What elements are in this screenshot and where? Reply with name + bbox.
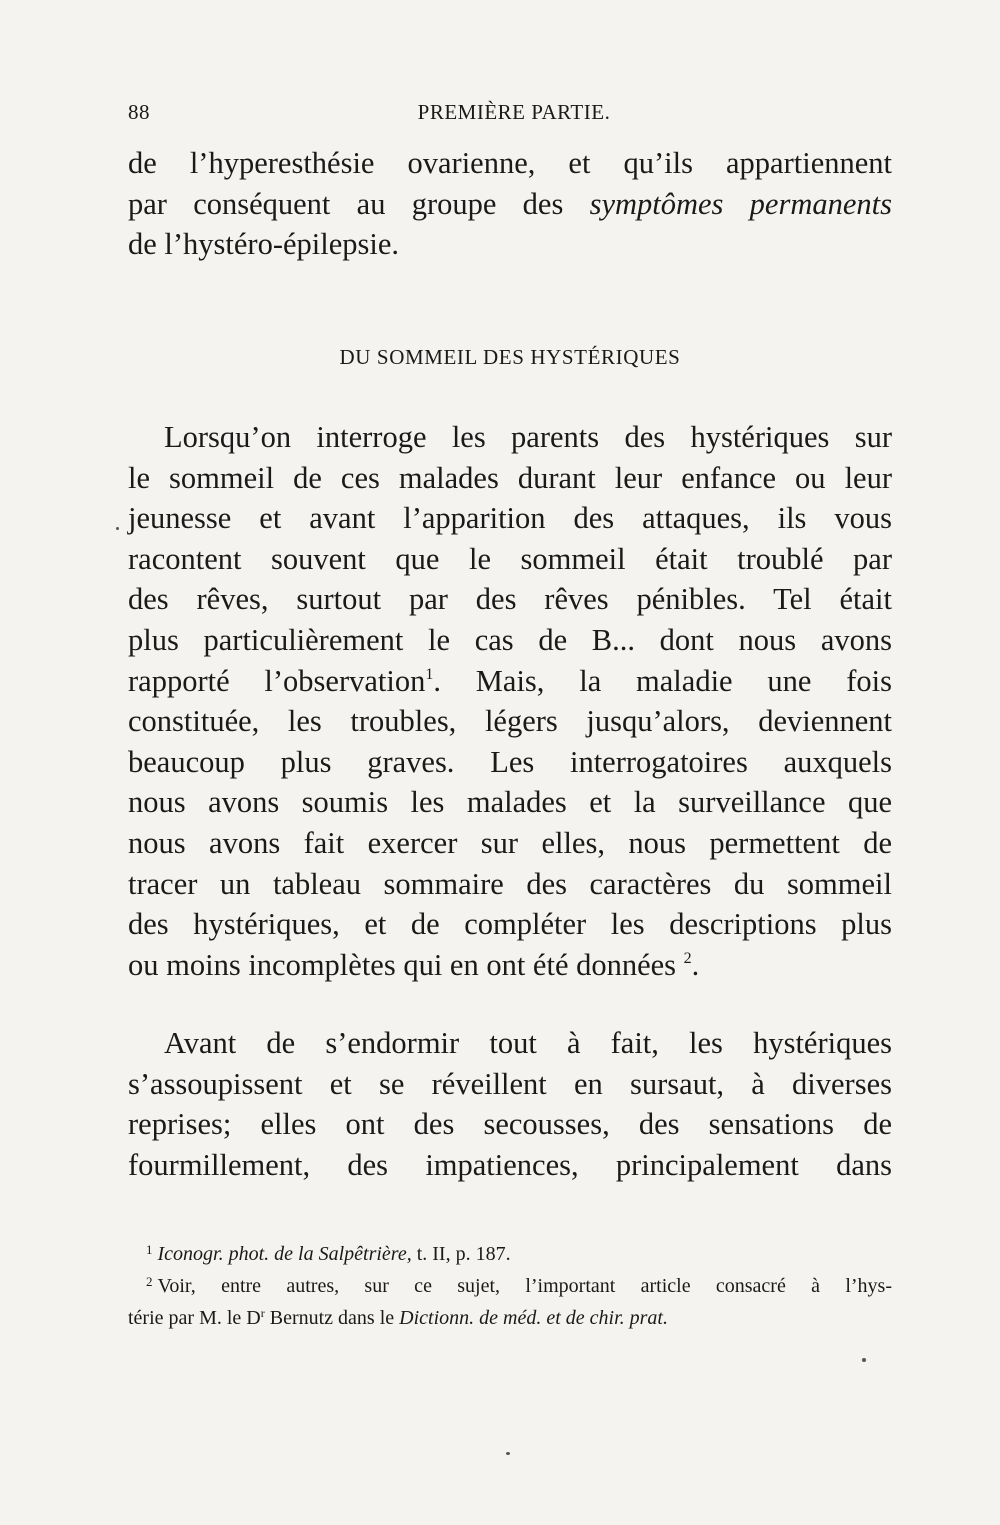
text-line: beaucoup plus graves. Les interrogatoires auxquels (128, 744, 892, 779)
footnote-line (128, 1300, 892, 1332)
footnote-reference[interactable]: 1 (425, 665, 434, 683)
paragraph (128, 1023, 892, 1185)
text-line (128, 184, 892, 225)
footnote-1 (128, 1236, 892, 1268)
footnote-line (128, 1236, 892, 1268)
running-head (128, 100, 890, 130)
footnote-citation: Dictionn. de méd. et de chir. prat. (399, 1307, 668, 1329)
text-fragment: par conséquent au groupe des (128, 186, 590, 221)
text-line (128, 661, 892, 702)
footnote-text: térie par M. le D (128, 1307, 261, 1329)
text-line: tracer un tableau sommaire des caractères du sommeil (128, 866, 892, 901)
continuation-paragraph (128, 143, 892, 265)
footnote-text: t. II, p. 187. (411, 1243, 511, 1265)
running-title: PREMIÈRE PARTIE. (417, 100, 611, 124)
footnote-text: Voir, entre autres, sur ce sujet, l’important article consacré à l’hys- (157, 1275, 892, 1297)
text-line: nous avons fait exercer sur elles, nous permettent de (128, 825, 892, 860)
text-fragment: . Mais, la maladie une fois (433, 663, 892, 698)
text-line: racontent souvent que le sommeil était troublé par (128, 541, 892, 576)
text-fragment: ou moins incomplètes qui en ont été données (128, 947, 684, 982)
text-fragment: . (691, 947, 700, 982)
text-line: des rêves, surtout par des rêves pénibles. Tel était (128, 582, 892, 617)
paper-speck (862, 1358, 866, 1362)
footnote-reference[interactable]: 2 (683, 949, 692, 967)
text-line: Lorsqu’on interroge les parents des hystériques sur (164, 420, 892, 454)
footnote-citation: Iconogr. phot. de la Salpêtrière, (157, 1243, 412, 1265)
footnote-mark: 1 (146, 1242, 153, 1257)
footnote-mark: 2 (146, 1274, 153, 1289)
text-line: nous avons soumis les malades et la surveillance que (128, 785, 892, 820)
footnotes (128, 1236, 892, 1332)
text-line: des hystériques, et de compléter les descriptions plus (128, 907, 892, 942)
italic-phrase: symptômes permanents (589, 186, 892, 221)
section-heading: DU SOMMEIL DES HYSTÉRIQUES (339, 345, 681, 369)
text-line: le sommeil de ces malades durant leur enfance ou leur (128, 460, 892, 495)
text-line: de l’hystéro-épilepsie. (128, 227, 400, 262)
footnote-text: Bernutz dans le (264, 1307, 400, 1329)
footnote-line (128, 1268, 892, 1300)
text-line (128, 945, 892, 986)
paragraph (128, 417, 892, 985)
text-line: plus particulièrement le cas de B... dont nous avons (128, 622, 892, 657)
footnote-2 (128, 1268, 892, 1332)
text-line: jeunesse et avant l’apparition des attaques, ils vous (128, 501, 892, 536)
text-line: reprises; elles ont des secousses, des sensations de (128, 1107, 892, 1142)
text-line: fourmillement, des impatiences, principalement dans (128, 1147, 892, 1182)
text-line: de l’hyperesthésie ovarienne, et qu’ils appartiennent (128, 146, 892, 180)
text-line: constituée, les troubles, légers jusqu’alors, deviennent (128, 704, 892, 739)
paper-speck (116, 527, 119, 530)
paper-speck (506, 1452, 510, 1455)
text-line: s’assoupissent et se réveillent en sursaut, à diverses (128, 1066, 892, 1101)
text-line: Avant de s’endormir tout à fait, les hystériques (164, 1026, 892, 1060)
text-fragment: rapporté l’observation (128, 663, 426, 698)
superscript: r (260, 1306, 265, 1320)
page-number: 88 (128, 100, 150, 124)
